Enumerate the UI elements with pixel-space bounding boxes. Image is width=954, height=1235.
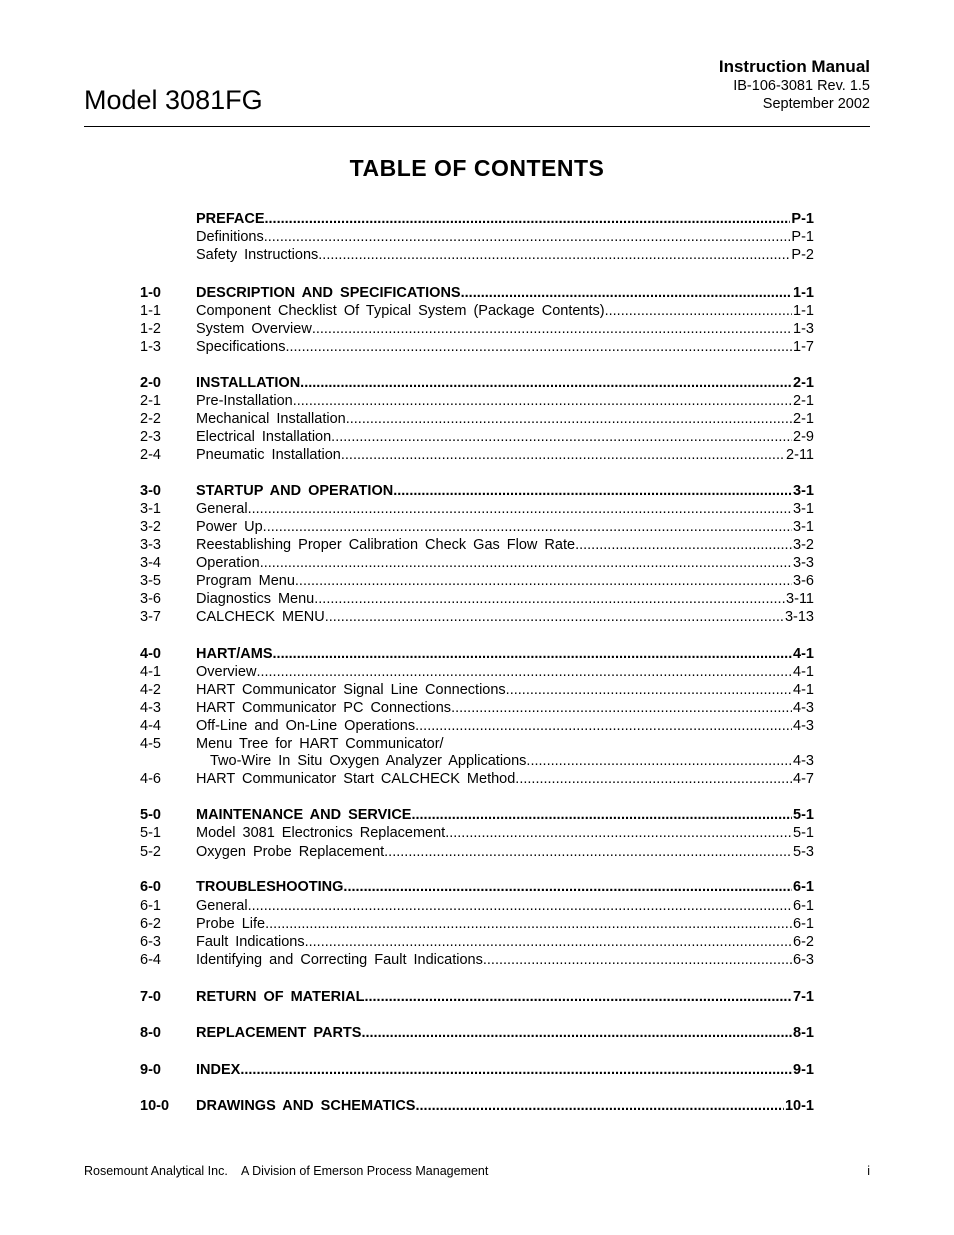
- toc-dot-leader: [415, 1097, 783, 1115]
- toc-entry[interactable]: [0, 410, 954, 428]
- toc-entry[interactable]: [0, 554, 954, 572]
- toc-entry-link[interactable]: [196, 717, 814, 735]
- toc-page-number: 3-3: [793, 555, 814, 571]
- toc-section-number: 8-0: [140, 1025, 161, 1041]
- toc-section-number: 9-0: [140, 1062, 161, 1078]
- toc-entry-link[interactable]: [196, 951, 814, 969]
- toc-entry-title: RETURN OF MATERIAL: [196, 989, 365, 1005]
- toc-entry-title: DRAWINGS AND SCHEMATICS: [196, 1098, 416, 1114]
- toc-section-number: 6-2: [140, 916, 161, 932]
- toc-section-number: 2-4: [140, 447, 161, 463]
- toc-dot-leader: [575, 536, 792, 554]
- toc-entry-link[interactable]: [196, 428, 814, 446]
- toc-entry[interactable]: [0, 228, 954, 246]
- toc-page-number: 1-1: [793, 303, 814, 319]
- toc-page-number: 2-1: [793, 411, 814, 427]
- toc-dot-leader: [364, 988, 792, 1006]
- toc-entry-link[interactable]: [196, 446, 814, 464]
- page-title: TABLE OF CONTENTS: [349, 155, 605, 181]
- toc-entry-title: Electrical Installation: [196, 429, 332, 445]
- toc-page-number: 2-1: [793, 375, 814, 391]
- toc-page-number: 1-1: [793, 285, 814, 301]
- toc-page-number: 3-1: [793, 483, 814, 499]
- toc-page-number: 4-1: [793, 646, 814, 662]
- toc-entry-title: Fault Indications: [196, 934, 305, 950]
- toc-entry-title: Identifying and Correcting Fault Indications: [196, 952, 483, 968]
- toc-page-number: P-2: [791, 247, 814, 263]
- toc-entry-link[interactable]: [196, 735, 814, 753]
- toc-entry-title: HART Communicator Start CALCHECK Method: [196, 771, 516, 787]
- toc-entry-link[interactable]: [196, 806, 814, 824]
- toc-entry[interactable]: [0, 699, 954, 717]
- toc-page-number: 4-3: [793, 718, 814, 734]
- toc-page-number: 9-1: [793, 1062, 814, 1078]
- toc-entry[interactable]: [0, 210, 954, 228]
- toc-entry[interactable]: [0, 878, 954, 896]
- toc-entry[interactable]: [0, 915, 954, 933]
- toc-entry-link[interactable]: [196, 210, 814, 228]
- toc-entry[interactable]: [0, 302, 954, 320]
- toc-entry[interactable]: [0, 843, 954, 861]
- toc-section-number: 6-3: [140, 934, 161, 950]
- toc-page-number: 1-3: [793, 321, 814, 337]
- footer-publisher: Rosemount Analytical Inc. A Division of Emerson Process Management: [84, 1164, 489, 1178]
- toc-entry-link[interactable]: [196, 699, 814, 717]
- toc-entry[interactable]: [0, 1097, 954, 1115]
- toc-entry[interactable]: [0, 338, 954, 356]
- toc-entry-title: DESCRIPTION AND SPECIFICATIONS: [196, 285, 461, 301]
- toc-entry[interactable]: [0, 735, 954, 753]
- toc-dot-leader: [318, 246, 790, 264]
- toc-page-number: 6-1: [793, 916, 814, 932]
- toc-page-number: 5-1: [793, 825, 814, 841]
- toc-dot-leader: [265, 210, 791, 228]
- toc-dot-leader: [526, 752, 792, 770]
- toc-section-number: 2-3: [140, 429, 161, 445]
- toc-entry[interactable]: [0, 590, 954, 608]
- toc-entry-link[interactable]: [196, 663, 814, 681]
- toc-entry-link[interactable]: [196, 933, 814, 951]
- toc-dot-leader: [341, 446, 785, 464]
- toc-entry-title: Power Up: [196, 519, 263, 535]
- toc-section-number: 2-1: [140, 393, 161, 409]
- toc-page-number: 3-13: [784, 609, 814, 625]
- toc-section-number: 2-0: [140, 375, 161, 391]
- toc-page-number: 5-1: [793, 807, 814, 823]
- toc-section-number: 6-0: [140, 879, 161, 895]
- toc-entry-title: HART/AMS: [196, 646, 273, 662]
- toc-entry[interactable]: [0, 428, 954, 446]
- toc-entry-link[interactable]: [196, 843, 814, 861]
- toc-entry-link[interactable]: [196, 878, 814, 896]
- toc-dot-leader: [461, 284, 792, 302]
- toc-page-number: 3-2: [793, 537, 814, 553]
- toc-section-number: 1-1: [140, 303, 161, 319]
- toc-entry-link[interactable]: [196, 681, 814, 699]
- toc-page-number: 3-11: [786, 591, 814, 607]
- toc-entry-title: General: [196, 898, 248, 914]
- toc-entry-link[interactable]: [196, 374, 814, 392]
- toc-entry[interactable]: [0, 681, 954, 699]
- toc-dot-leader: [314, 590, 785, 608]
- toc-page-number: 2-1: [793, 393, 814, 409]
- toc-section-number: 6-4: [140, 952, 161, 968]
- toc-dot-leader: [264, 228, 791, 246]
- toc-page-number: 3-1: [793, 501, 814, 517]
- toc-entry-title: Definitions: [196, 229, 264, 245]
- toc-dot-leader: [506, 681, 792, 699]
- toc-section-number: 1-3: [140, 339, 161, 355]
- toc-entry-title: STARTUP AND OPERATION: [196, 483, 394, 499]
- model-title: Model 3081FG: [84, 85, 263, 115]
- toc-entry[interactable]: [0, 374, 954, 392]
- toc-section-number: 3-3: [140, 537, 161, 553]
- toc-page-number: 4-1: [793, 682, 814, 698]
- toc-dot-leader: [265, 915, 792, 933]
- toc-dot-leader: [295, 572, 792, 590]
- toc-entry-title: Oxygen Probe Replacement: [196, 844, 385, 860]
- toc-dot-leader: [384, 843, 792, 861]
- toc-dot-leader: [293, 392, 792, 410]
- toc-entry[interactable]: [0, 284, 954, 302]
- toc-section-number: 3-0: [140, 483, 161, 499]
- toc-entry-title: INDEX: [196, 1062, 241, 1078]
- toc-page-number: 4-3: [793, 700, 814, 716]
- toc-entry[interactable]: [0, 392, 954, 410]
- toc-dot-leader: [483, 951, 792, 969]
- toc-page-number: 7-1: [793, 989, 814, 1005]
- toc-page-number: 6-3: [793, 952, 814, 968]
- toc-entry-title: Probe Life: [196, 916, 266, 932]
- toc-page-number: 4-7: [793, 771, 814, 787]
- toc-dot-leader: [248, 500, 792, 518]
- toc-section-number: 2-2: [140, 411, 161, 427]
- toc-entry[interactable]: [0, 536, 954, 554]
- toc-page-number: 1-7: [793, 339, 814, 355]
- toc-dot-leader: [393, 482, 792, 500]
- toc-entry-link[interactable]: [196, 824, 814, 842]
- toc-entry[interactable]: [0, 320, 954, 338]
- toc-entry-link[interactable]: [196, 1024, 814, 1042]
- toc-page-number: 6-1: [793, 879, 814, 895]
- toc-entry[interactable]: [0, 608, 954, 626]
- toc-entry[interactable]: [0, 500, 954, 518]
- toc-entry-title: INSTALLATION: [196, 375, 301, 391]
- toc-section-number: 4-4: [140, 718, 161, 734]
- toc-dot-leader: [325, 608, 784, 626]
- document-header: [719, 57, 870, 113]
- toc-dot-leader: [273, 645, 793, 663]
- toc-entry-title: REPLACEMENT PARTS: [196, 1025, 362, 1041]
- toc-entry-title: TROUBLESHOOTING: [196, 879, 344, 895]
- toc-entry-link[interactable]: [196, 392, 814, 410]
- toc-dot-leader: [445, 824, 792, 842]
- toc-section-number: 4-2: [140, 682, 161, 698]
- toc-entry-link[interactable]: [196, 572, 814, 590]
- toc-entry-title: Off-Line and On-Line Operations: [196, 718, 416, 734]
- toc-entry-title: MAINTENANCE AND SERVICE: [196, 807, 412, 823]
- toc-section-number: 3-4: [140, 555, 161, 571]
- toc-entry-link[interactable]: [196, 338, 814, 356]
- toc-entry-title: Specifications: [196, 339, 286, 355]
- toc-dot-leader: [248, 897, 792, 915]
- toc-entry[interactable]: [0, 482, 954, 500]
- toc-entry-link[interactable]: [196, 645, 814, 663]
- toc-section-number: 5-2: [140, 844, 161, 860]
- toc-entry-link[interactable]: [196, 228, 814, 246]
- toc-entry-title: Two-Wire In Situ Oxygen Analyzer Applications: [210, 753, 527, 769]
- toc-entry[interactable]: [0, 717, 954, 735]
- toc-section-number: 3-7: [140, 609, 161, 625]
- toc-entry[interactable]: [0, 770, 954, 788]
- toc-page-number: 5-3: [793, 844, 814, 860]
- toc-entry[interactable]: [0, 824, 954, 842]
- toc-entry-title: System Overview: [196, 321, 312, 337]
- toc-entry-link[interactable]: [196, 246, 814, 264]
- toc-section-number: 5-1: [140, 825, 161, 841]
- toc-entry-link[interactable]: [196, 608, 814, 626]
- toc-entry[interactable]: [0, 951, 954, 969]
- toc-section-number: 4-0: [140, 646, 161, 662]
- toc-entry-link[interactable]: [196, 518, 814, 536]
- toc-entry-title: Program Menu: [196, 573, 295, 589]
- toc-dot-leader: [515, 770, 792, 788]
- toc-entry[interactable]: [0, 988, 954, 1006]
- toc-section-number: 3-2: [140, 519, 161, 535]
- toc-entry-title: Pre-Installation: [196, 393, 293, 409]
- toc-dot-leader: [285, 338, 792, 356]
- toc-entry-link[interactable]: [196, 284, 814, 302]
- toc-section-number: 1-2: [140, 321, 161, 337]
- toc-section-number: 3-5: [140, 573, 161, 589]
- toc-entry-link[interactable]: [196, 320, 814, 338]
- toc-entry[interactable]: [0, 645, 954, 663]
- toc-entry[interactable]: [0, 572, 954, 590]
- footer-page-number: i: [867, 1164, 870, 1178]
- toc-entry-title: Pneumatic Installation: [196, 447, 341, 463]
- manual-title: Instruction Manual: [718, 57, 870, 76]
- toc-page-number: 4-3: [793, 753, 814, 769]
- toc-entry-title: Component Checklist Of Typical System (Package Contents): [196, 303, 605, 319]
- toc-entry[interactable]: [0, 446, 954, 464]
- toc-dot-leader: [256, 663, 792, 681]
- toc-dot-leader: [411, 806, 792, 824]
- toc-entry-link[interactable]: [196, 482, 814, 500]
- toc-entry-title: Operation: [196, 555, 260, 571]
- toc-entry-title: Menu Tree for HART Communicator/: [196, 736, 444, 752]
- toc-page-number: 6-1: [793, 898, 814, 914]
- toc-dot-leader: [260, 554, 792, 572]
- document-number: IB-106-3081 Rev. 1.5: [733, 78, 870, 94]
- toc-page-number: 3-6: [793, 573, 814, 589]
- toc-entry-title: Mechanical Installation: [196, 411, 346, 427]
- toc-entry-link[interactable]: [196, 897, 814, 915]
- toc-entry-link[interactable]: [196, 915, 814, 933]
- toc-entry[interactable]: [0, 933, 954, 951]
- toc-entry[interactable]: [0, 663, 954, 681]
- toc-section-number: 3-1: [140, 501, 161, 517]
- document-date: September 2002: [762, 96, 870, 112]
- toc-entry-link[interactable]: [196, 302, 814, 320]
- toc-dot-leader: [331, 428, 792, 446]
- toc-entry[interactable]: [0, 246, 954, 264]
- toc-entry-title: HART Communicator PC Connections: [196, 700, 452, 716]
- toc-page-number: P-1: [791, 229, 814, 245]
- toc-entry[interactable]: [0, 806, 954, 824]
- toc-entry-title: Reestablishing Proper Calibration Check Gas Flow Rate: [196, 537, 576, 553]
- toc-section-number: 4-1: [140, 664, 161, 680]
- toc-section-number: 4-6: [140, 771, 161, 787]
- toc-dot-leader: [451, 699, 792, 717]
- toc-page-number: 8-1: [793, 1025, 814, 1041]
- toc-page-number: 2-9: [793, 429, 814, 445]
- toc-entry-title: Diagnostics Menu: [196, 591, 315, 607]
- toc-entry-link[interactable]: [196, 500, 814, 518]
- toc-entry-title: Model 3081 Electronics Replacement: [196, 825, 446, 841]
- toc-dot-leader: [312, 320, 792, 338]
- toc-page-number: 6-2: [793, 934, 814, 950]
- toc-entry-link[interactable]: [196, 988, 814, 1006]
- toc-section-number: 1-0: [140, 285, 161, 301]
- toc-section-number: 3-6: [140, 591, 161, 607]
- toc-entry[interactable]: [0, 1024, 954, 1042]
- toc-page-number: 3-1: [793, 519, 814, 535]
- toc-entry[interactable]: [0, 518, 954, 536]
- toc-entry[interactable]: [0, 1061, 954, 1079]
- toc-dot-leader: [343, 878, 792, 896]
- toc-entry-link[interactable]: [196, 1061, 814, 1079]
- toc-dot-leader: [240, 1061, 792, 1079]
- toc-entry-link[interactable]: [196, 590, 814, 608]
- toc-dot-leader: [305, 933, 792, 951]
- toc-entry-link[interactable]: [196, 536, 814, 554]
- toc-entry-link[interactable]: [196, 554, 814, 572]
- toc-entry[interactable]: [0, 897, 954, 915]
- toc-section-number: 5-0: [140, 807, 161, 823]
- toc-entry-link[interactable]: [210, 752, 814, 770]
- toc-page-number: 2-11: [786, 447, 814, 463]
- toc-dot-leader: [361, 1024, 792, 1042]
- toc-entry-title: PREFACE: [196, 211, 265, 227]
- toc-entry-link[interactable]: [196, 770, 814, 788]
- toc-dot-leader: [300, 374, 792, 392]
- toc-entry-title: General: [196, 501, 248, 517]
- toc-section-number: 7-0: [140, 989, 161, 1005]
- toc-dot-leader: [346, 410, 792, 428]
- toc-dot-leader: [605, 302, 792, 320]
- toc-section-number: 10-0: [140, 1098, 170, 1114]
- toc-section-number: 6-1: [140, 898, 161, 914]
- toc-entry-link[interactable]: [196, 410, 814, 428]
- toc-entry-title: Overview: [196, 664, 257, 680]
- toc-section-number: 4-5: [140, 736, 161, 752]
- toc-entry-title: HART Communicator Signal Line Connections: [196, 682, 506, 698]
- toc-page-number: 10-1: [784, 1098, 814, 1114]
- toc-entry-title: Safety Instructions: [196, 247, 319, 263]
- toc-dot-leader: [415, 717, 792, 735]
- toc-entry-title: CALCHECK MENU: [196, 609, 325, 625]
- toc-page-number: 4-1: [793, 664, 814, 680]
- toc-section-number: 4-3: [140, 700, 161, 716]
- toc-dot-leader: [263, 518, 792, 536]
- toc-entry-link[interactable]: [196, 1097, 814, 1115]
- header-divider: [84, 126, 870, 127]
- toc-entry[interactable]: [0, 752, 954, 770]
- toc-page-number: P-1: [791, 211, 814, 227]
